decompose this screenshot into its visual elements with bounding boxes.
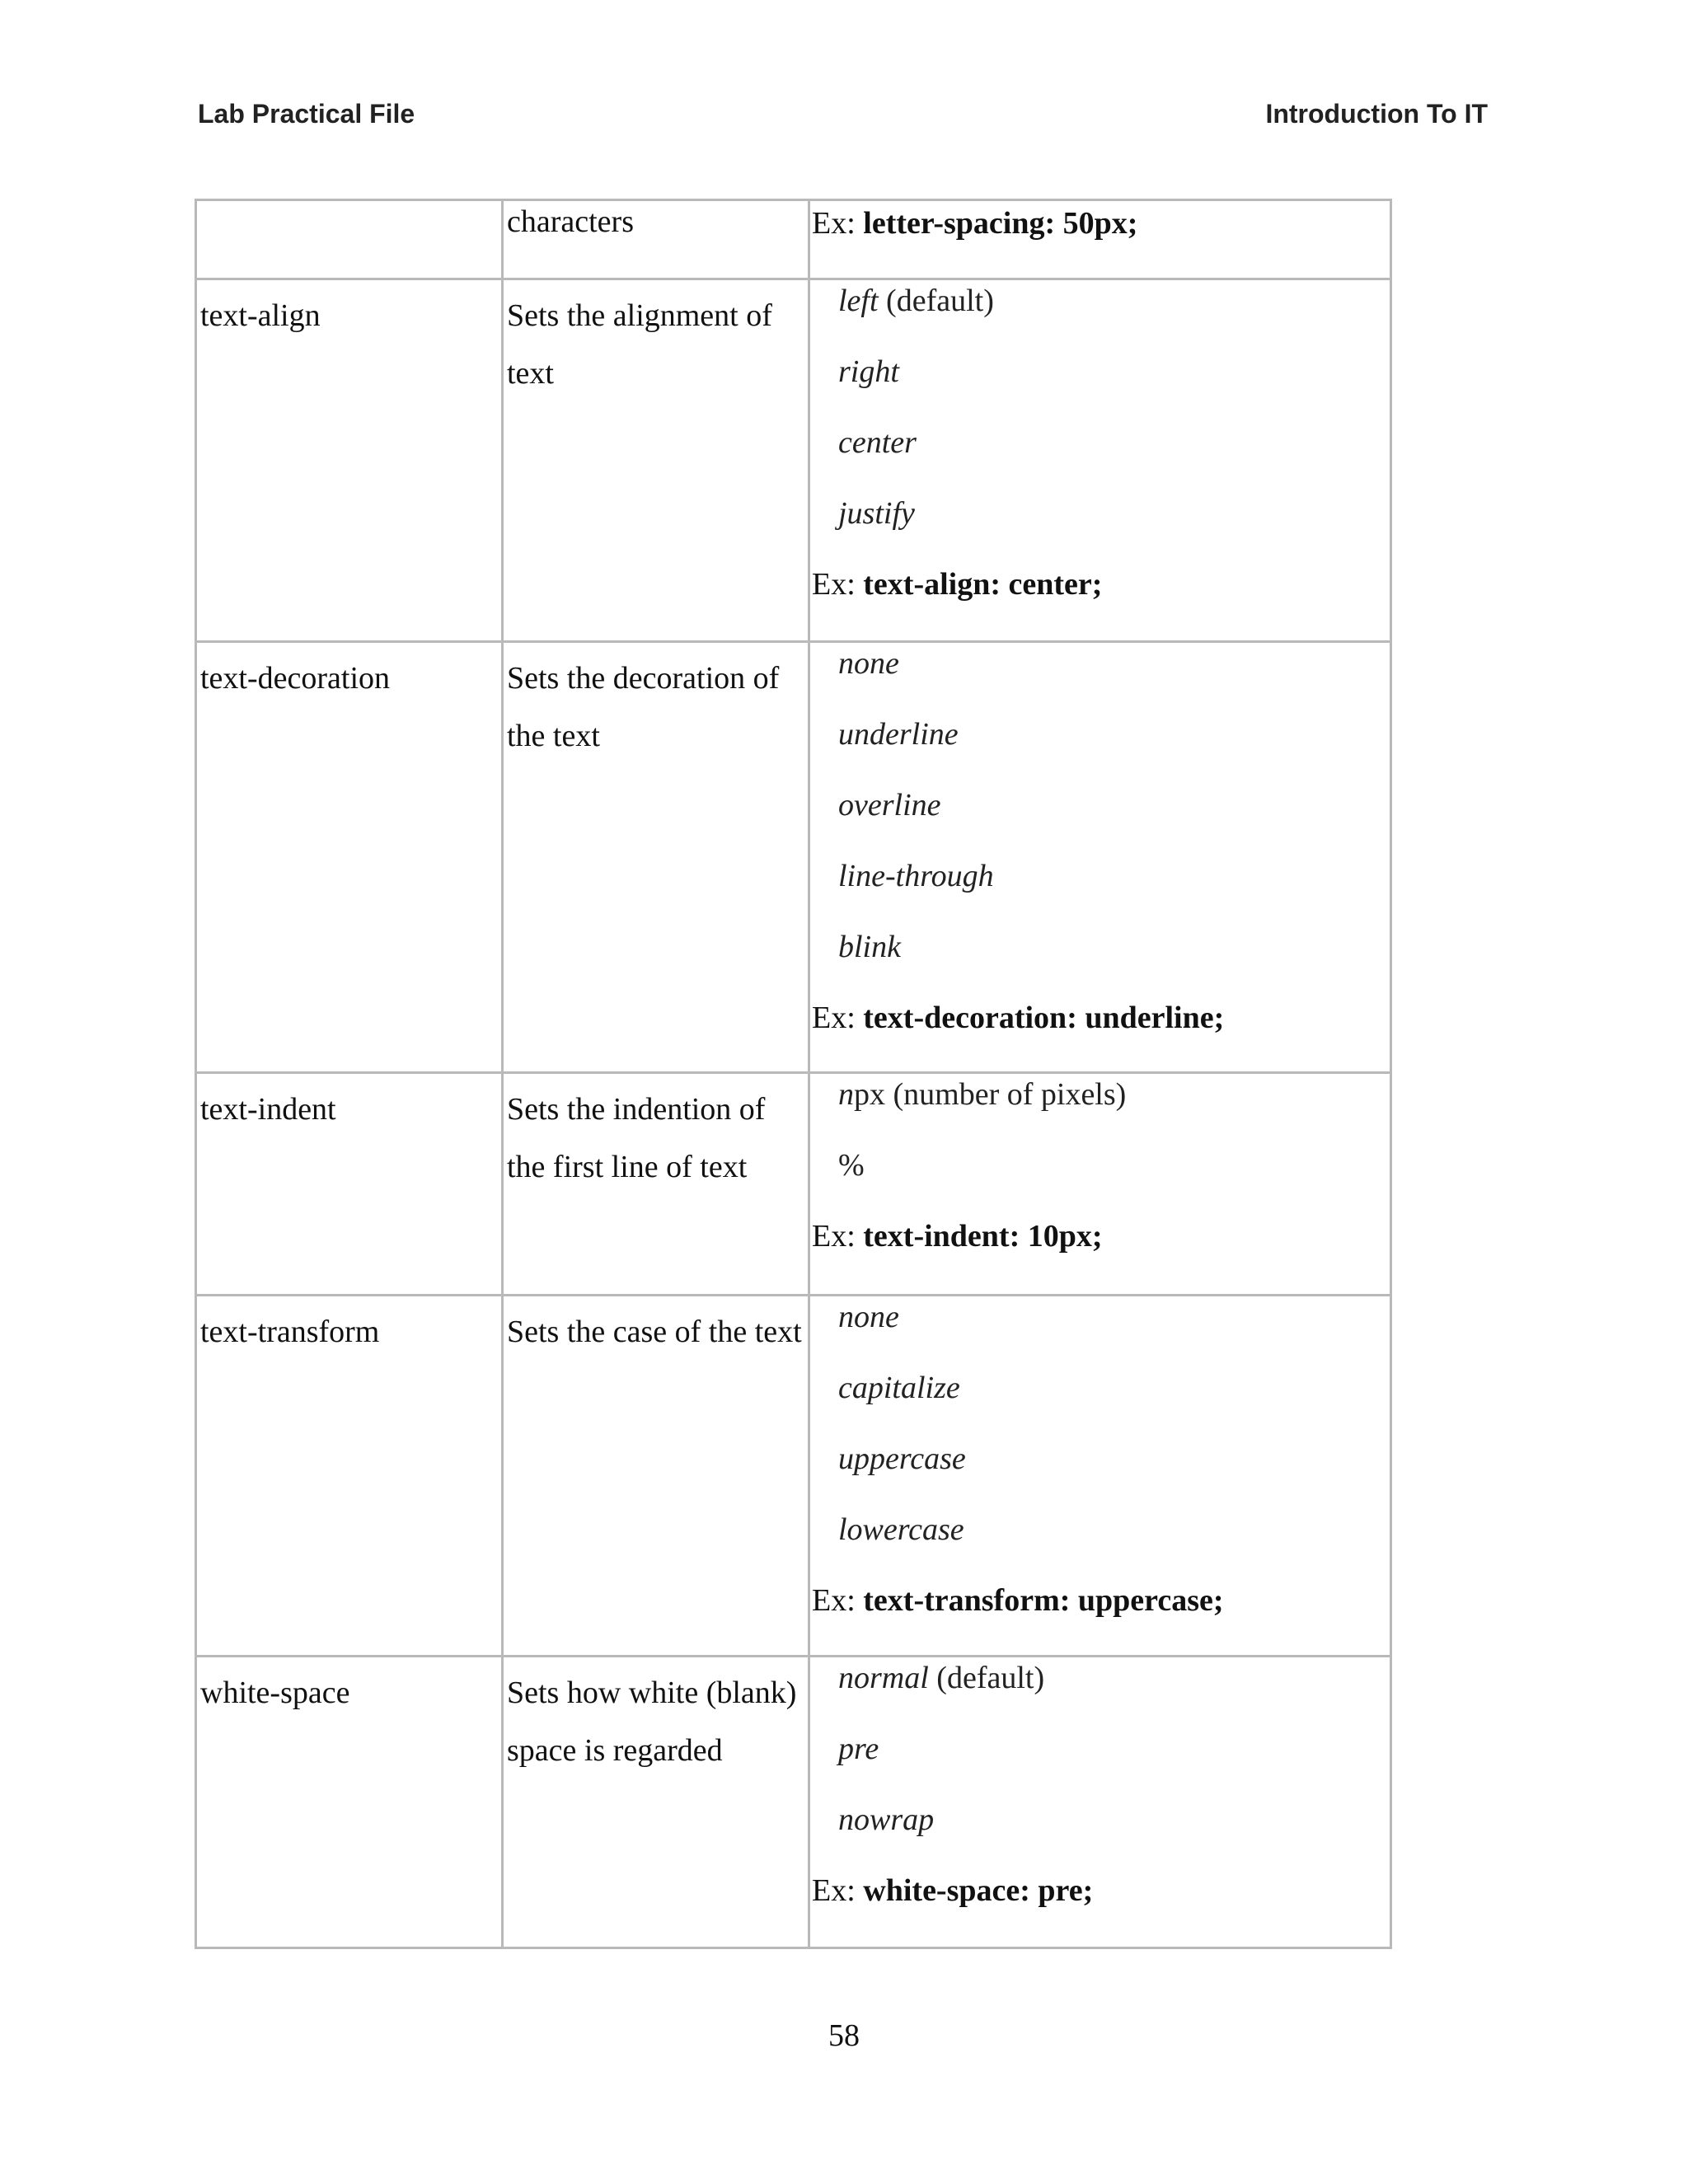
table-row	[196, 1657, 1391, 1948]
values-cell	[809, 1073, 1391, 1296]
description-cell	[503, 200, 809, 279]
property-name: white-space	[200, 1675, 350, 1710]
list-item: none	[838, 1300, 899, 1334]
table-row	[196, 1073, 1391, 1296]
example-prefix: Ex:	[812, 1001, 856, 1035]
list-item: normal (default)	[838, 1661, 1045, 1695]
property-description: Sets the alignment of text	[507, 298, 772, 391]
header-right-title: Introduction To IT	[1265, 99, 1488, 129]
list-item: lowercase	[838, 1512, 964, 1547]
values-cell	[809, 1296, 1391, 1657]
property-cell	[196, 279, 503, 642]
description-cell	[503, 1657, 809, 1948]
list-item: pre	[838, 1732, 879, 1766]
list-item: nowrap	[838, 1802, 935, 1837]
value-list	[810, 280, 1390, 564]
example-code: text-transform: uppercase;	[863, 1583, 1224, 1618]
table-row	[196, 642, 1391, 1073]
list-item: left (default)	[838, 284, 994, 318]
description-cell	[503, 1073, 809, 1296]
property-cell	[196, 200, 503, 279]
list-item: overline	[838, 788, 941, 823]
property-name: text-decoration	[200, 661, 391, 696]
example-prefix: Ex:	[812, 1873, 856, 1908]
list-item: none	[838, 646, 899, 681]
list-item: right	[838, 354, 899, 389]
table-row	[196, 1296, 1391, 1657]
example-prefix: Ex:	[812, 1583, 856, 1618]
example-prefix: Ex:	[812, 1219, 856, 1254]
example-prefix: Ex:	[812, 206, 856, 241]
list-item: capitalize	[838, 1371, 960, 1405]
value-list	[810, 1657, 1390, 1870]
list-item: blink	[838, 930, 901, 964]
list-item: %	[838, 1148, 865, 1183]
css-text-properties-table	[195, 199, 1392, 1949]
list-item: center	[838, 425, 917, 460]
value-list	[810, 1074, 1390, 1216]
property-cell	[196, 1073, 503, 1296]
property-description: Sets the indention of the first line of text	[507, 1092, 766, 1184]
example-line	[810, 1870, 1390, 1923]
table-row	[196, 279, 1391, 642]
table-row	[196, 200, 1391, 279]
example-code: white-space: pre;	[863, 1873, 1094, 1908]
description-cell	[503, 642, 809, 1073]
example-code: text-decoration: underline;	[863, 1001, 1225, 1035]
list-item: npx (number of pixels)	[838, 1077, 1127, 1112]
example-code: text-align: center;	[863, 567, 1103, 602]
values-cell	[809, 642, 1391, 1073]
example-line	[810, 201, 1390, 255]
property-cell	[196, 1296, 503, 1657]
example-line	[810, 1216, 1390, 1268]
values-cell	[809, 279, 1391, 642]
description-cell	[503, 279, 809, 642]
property-description: Sets how white (blank) space is regarded	[507, 1675, 797, 1768]
property-description: Sets the case of the text	[507, 1315, 802, 1349]
example-line	[810, 564, 1390, 616]
list-item: uppercase	[838, 1441, 966, 1476]
value-list	[810, 643, 1390, 997]
property-name: text-transform	[200, 1315, 380, 1349]
property-name: text-indent	[200, 1092, 336, 1127]
example-prefix: Ex:	[812, 567, 856, 602]
page-number: 58	[828, 2018, 860, 2053]
header-left-title: Lab Practical File	[198, 99, 415, 129]
property-description: Sets the decoration of the text	[507, 661, 780, 753]
example-line	[810, 1580, 1390, 1633]
list-item: justify	[838, 496, 915, 531]
property-cell	[196, 642, 503, 1073]
value-list	[810, 1296, 1390, 1580]
example-code: letter-spacing: 50px;	[863, 206, 1138, 241]
page-header	[198, 99, 1488, 137]
example-line	[810, 997, 1390, 1050]
property-name: text-align	[200, 298, 321, 333]
values-cell	[809, 200, 1391, 279]
description-cell	[503, 1296, 809, 1657]
property-cell	[196, 1657, 503, 1948]
list-item: line-through	[838, 859, 994, 893]
property-description: characters	[507, 204, 634, 239]
example-code: text-indent: 10px;	[863, 1219, 1103, 1254]
list-item: underline	[838, 717, 959, 752]
values-cell	[809, 1657, 1391, 1948]
